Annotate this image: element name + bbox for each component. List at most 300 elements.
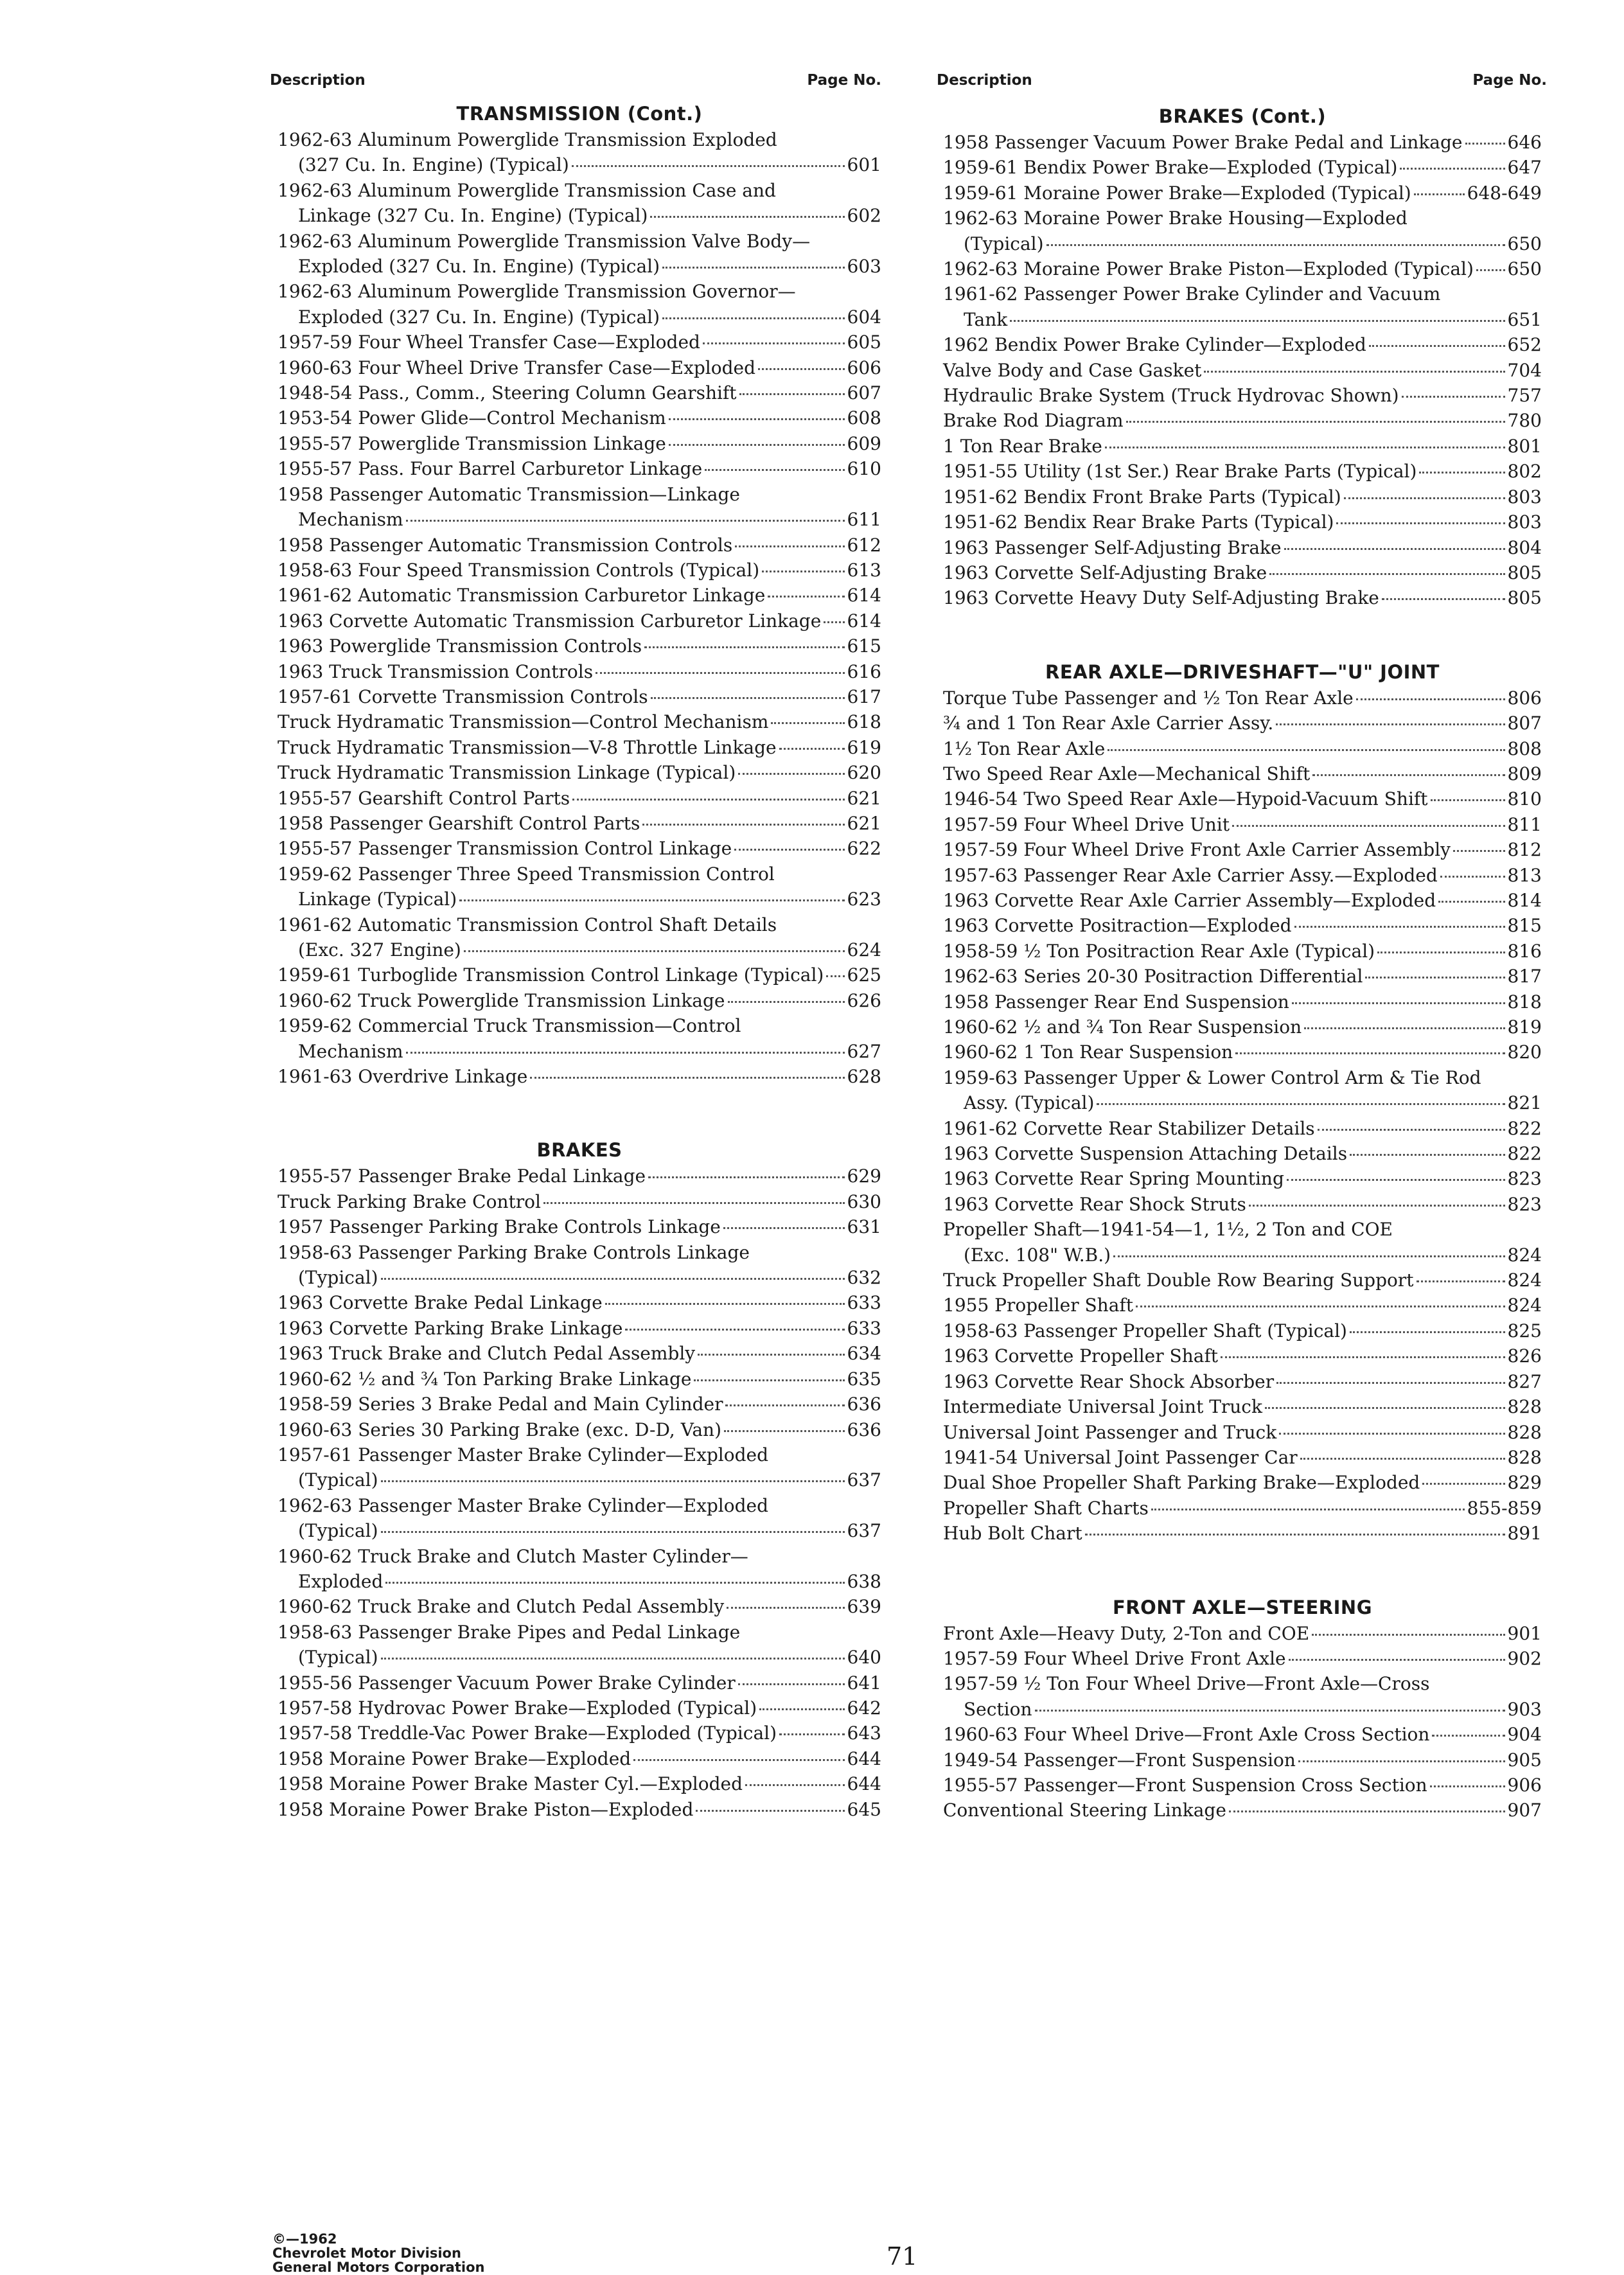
entry-description: 1963 Corvette Rear Axle Carrier Assembly—Exploded — [943, 889, 1436, 911]
section-entries — [278, 1164, 881, 1822]
section-title-transmission-cont: TRANSMISSION (Cont.) — [456, 103, 703, 125]
dot-leader — [1292, 1002, 1505, 1004]
dot-leader — [758, 368, 845, 370]
dot-leader — [1350, 1331, 1505, 1333]
entry-description: 1949-54 Passenger—Front Suspension — [943, 1749, 1296, 1771]
entry-description: 1953-54 Power Glide—Control Mechanism — [278, 407, 666, 429]
entry-page-number: 824 — [1507, 1295, 1542, 1316]
entry-page-number: 617 — [847, 686, 881, 707]
index-entry — [278, 178, 881, 229]
entry-description: 1958 Moraine Power Brake—Exploded — [278, 1748, 631, 1769]
entry-description: 1957-59 Four Wheel Transfer Case—Exploded — [278, 332, 700, 353]
entry-page-number: 641 — [847, 1672, 881, 1694]
dot-leader — [650, 216, 844, 218]
entry-page-number: 803 — [1507, 486, 1542, 508]
entry-page-number: 610 — [847, 458, 881, 480]
entry-description: (Typical) — [298, 1267, 378, 1289]
entry-description: 1955-57 Gearshift Control Parts — [278, 787, 570, 809]
index-entry — [278, 1442, 881, 1493]
entry-description: ¾ and 1 Ton Rear Axle Carrier Assy. — [943, 713, 1274, 734]
dot-leader — [745, 1784, 845, 1786]
index-entry — [943, 484, 1542, 509]
entry-page-number: 614 — [847, 610, 881, 632]
index-entry — [278, 431, 881, 456]
index-entry — [278, 1620, 881, 1670]
entry-description: 1957-58 Treddle-Vac Power Brake—Exploded (Typical) — [278, 1722, 777, 1744]
entry-description: 1961-62 Automatic Transmission Carburetor Linkage — [278, 585, 766, 606]
index-entry — [943, 1621, 1542, 1646]
entry-description: 1955-57 Passenger—Front Suspension Cross Section — [943, 1774, 1427, 1796]
index-entry — [278, 279, 881, 330]
entry-page-number: 807 — [1507, 713, 1542, 734]
entry-description: Exploded — [298, 1570, 384, 1592]
entry-description: (Typical) — [298, 1647, 378, 1669]
entry-page-number: 620 — [847, 762, 881, 784]
entry-description: 1963 Corvette Heavy Duty Self-Adjusting Brake — [943, 587, 1379, 609]
entry-description: 1959-62 Passenger Three Speed Transmission Control — [278, 863, 775, 885]
dot-leader — [1298, 1760, 1505, 1762]
entry-description: 1958-59 Series 3 Brake Pedal and Main Cylinder — [278, 1394, 723, 1415]
dot-leader — [662, 267, 845, 269]
index-entry — [943, 761, 1542, 786]
page-number: 71 — [887, 2242, 918, 2271]
index-entry — [943, 1268, 1542, 1293]
entry-page-number: 636 — [847, 1419, 881, 1440]
entry-page-number: 902 — [1507, 1647, 1542, 1669]
entry-description: 1962-63 Aluminum Powerglide Transmission Exploded — [278, 129, 777, 150]
index-entry — [943, 1773, 1542, 1798]
dot-leader — [824, 621, 844, 623]
entry-description: 1957-58 Hydrovac Power Brake—Exploded (Typical) — [278, 1697, 757, 1719]
dot-leader — [669, 418, 845, 420]
entry-page-number: 827 — [1507, 1370, 1542, 1392]
dot-leader — [1235, 1052, 1505, 1054]
entry-page-number: 905 — [1507, 1749, 1542, 1771]
entry-page-number: 629 — [847, 1165, 881, 1187]
index-entry — [943, 535, 1542, 560]
entry-page-number: 828 — [1507, 1421, 1542, 1443]
entry-description: 1951-55 Utility (1st Ser.) Rear Brake Parts (Typical) — [943, 461, 1417, 482]
entry-page-number: 636 — [847, 1394, 881, 1415]
dot-leader — [385, 1582, 844, 1584]
entry-page-number: 651 — [1507, 308, 1542, 330]
entry-page-number: 608 — [847, 407, 881, 429]
entry-description: 1962 Bendix Power Brake Cylinder—Exploded — [943, 334, 1366, 356]
index-entry — [943, 130, 1542, 155]
dot-leader — [725, 1404, 844, 1406]
dot-leader — [826, 975, 844, 977]
entry-page-number: 637 — [847, 1520, 881, 1542]
index-entry — [278, 355, 881, 380]
index-entry — [278, 583, 881, 608]
index-entry — [943, 358, 1542, 383]
entry-page-number: 633 — [847, 1292, 881, 1314]
dot-leader — [779, 748, 845, 750]
dot-leader — [1010, 320, 1505, 322]
entry-description: Hub Bolt Chart — [943, 1523, 1082, 1545]
index-entry — [943, 1192, 1542, 1217]
index-entry — [943, 1470, 1542, 1495]
index-entry — [278, 1594, 881, 1619]
dot-leader — [644, 646, 844, 648]
dot-leader — [735, 545, 844, 547]
index-entry — [943, 256, 1542, 281]
entry-page-number: 805 — [1507, 562, 1542, 583]
index-entry — [278, 127, 881, 178]
entry-description: 1960-62 ½ and ¾ Ton Rear Suspension — [943, 1016, 1302, 1038]
index-entry — [943, 1798, 1542, 1823]
entry-description: 1963 Passenger Self-Adjusting Brake — [943, 536, 1282, 558]
section-title-brakes-cont: BRAKES (Cont.) — [1158, 105, 1327, 127]
entry-page-number: 607 — [847, 382, 881, 404]
entry-description: Brake Rod Diagram — [943, 410, 1124, 432]
dot-leader — [1344, 497, 1505, 499]
index-entry — [278, 760, 881, 785]
entry-page-number: 824 — [1507, 1270, 1542, 1291]
index-entry — [943, 1293, 1542, 1318]
dot-leader — [734, 849, 844, 851]
entry-page-number: 903 — [1507, 1698, 1542, 1720]
entry-description: 1963 Corvette Automatic Transmission Carburetor Linkage — [278, 610, 822, 632]
entry-description: (Typical) — [298, 1469, 378, 1491]
left-column-header — [270, 72, 881, 98]
index-entry — [278, 633, 881, 659]
entry-description: 1957-59 ½ Ton Four Wheel Drive—Front Axle—Cross — [943, 1673, 1430, 1695]
entry-page-number: 603 — [847, 256, 881, 278]
dot-leader — [1113, 1255, 1505, 1257]
index-entry — [278, 1670, 881, 1695]
dot-leader — [543, 1202, 845, 1204]
entry-description: 1961-62 Automatic Transmission Control Shaft Details — [278, 914, 777, 935]
entry-page-number: 650 — [1507, 258, 1542, 280]
entry-page-number: 829 — [1507, 1472, 1542, 1494]
dot-leader — [1276, 1382, 1505, 1384]
entry-page-number: 621 — [847, 787, 881, 809]
index-entry — [278, 1189, 881, 1214]
entry-description: 1963 Corvette Self-Adjusting Brake — [943, 562, 1267, 583]
index-entry — [278, 962, 881, 987]
dot-leader — [1249, 1205, 1505, 1207]
dot-leader — [771, 722, 844, 724]
entry-description: 1955-57 Powerglide Transmission Linkage — [278, 432, 666, 454]
index-entry — [943, 711, 1542, 736]
index-entry — [943, 509, 1542, 535]
entry-page-number: 808 — [1507, 738, 1542, 759]
index-entry — [943, 383, 1542, 408]
entry-description: 1961-62 Corvette Rear Stabilizer Details — [943, 1117, 1315, 1139]
entry-page-number: 609 — [847, 432, 881, 454]
index-entry — [278, 1746, 881, 1771]
dot-leader — [1105, 447, 1505, 448]
entry-page-number: 640 — [847, 1647, 881, 1669]
index-entry — [278, 786, 881, 811]
dot-leader — [642, 824, 844, 826]
entry-page-number: 618 — [847, 711, 881, 733]
index-entry — [278, 988, 881, 1013]
dot-leader — [1287, 1179, 1505, 1181]
dot-leader — [1269, 573, 1505, 575]
entry-page-number: 804 — [1507, 536, 1542, 558]
entry-page-number: 633 — [847, 1317, 881, 1339]
dot-leader — [698, 1354, 844, 1356]
entry-page-number: 823 — [1507, 1168, 1542, 1190]
dot-leader — [1085, 1534, 1505, 1536]
entry-description: Two Speed Rear Axle—Mechanical Shift — [943, 763, 1311, 784]
entry-description: Truck Propeller Shaft Double Row Bearing Support — [943, 1270, 1414, 1291]
entry-description: 1960-62 1 Ton Rear Suspension — [943, 1041, 1233, 1063]
dot-leader — [705, 469, 844, 471]
entry-page-number: 811 — [1507, 813, 1542, 835]
index-entry — [278, 1064, 881, 1089]
index-entry — [278, 1417, 881, 1442]
entry-description: Linkage (Typical) — [298, 889, 457, 910]
dot-leader — [1097, 1103, 1505, 1105]
entry-page-number: 801 — [1507, 435, 1542, 457]
entry-description: 1948-54 Pass., Comm., Steering Column Gearshift — [278, 382, 737, 404]
dot-leader — [762, 571, 844, 572]
dot-leader — [1126, 421, 1505, 423]
entry-description: 1958-59 ½ Ton Positraction Rear Axle (Typical) — [943, 940, 1375, 962]
index-entry — [278, 1771, 881, 1796]
dot-leader — [1438, 901, 1505, 903]
entry-page-number: 821 — [1507, 1092, 1542, 1114]
entry-page-number: 780 — [1507, 410, 1542, 432]
entry-description: 1962-63 Passenger Master Brake Cylinder—Exploded — [278, 1494, 769, 1516]
entry-description: 1960-63 Series 30 Parking Brake (exc. D-D, Van) — [278, 1419, 721, 1440]
dot-leader — [1336, 522, 1505, 524]
index-entry — [943, 1521, 1542, 1546]
entry-description: 1963 Corvette Propeller Shaft — [943, 1345, 1219, 1367]
entry-page-number: 820 — [1507, 1041, 1542, 1063]
entry-page-number: 619 — [847, 736, 881, 758]
entry-description: 1958-63 Passenger Parking Brake Controls Linkage — [278, 1241, 750, 1263]
index-entry — [278, 1164, 881, 1189]
dot-leader — [662, 317, 845, 319]
entry-description: 1957-61 Passenger Master Brake Cylinder—Exploded — [278, 1444, 769, 1465]
entry-description: Section — [964, 1698, 1032, 1720]
entry-page-number: 632 — [847, 1267, 881, 1289]
division-line: Chevrolet Motor Division — [272, 2245, 461, 2261]
index-entry — [943, 837, 1542, 862]
entry-page-number: 622 — [847, 838, 881, 860]
dot-leader — [1312, 774, 1505, 776]
dot-leader — [696, 1810, 844, 1812]
page-no-heading: Page No. — [1472, 72, 1547, 89]
entry-description: Mechanism — [298, 509, 403, 531]
index-entry — [278, 811, 881, 836]
entry-description: 1963 Corvette Parking Brake Linkage — [278, 1317, 623, 1339]
index-entry — [278, 1367, 881, 1392]
dot-leader — [1284, 548, 1505, 550]
entry-page-number: 822 — [1507, 1117, 1542, 1139]
entry-page-number: 819 — [1507, 1016, 1542, 1038]
entry-description: 1955-57 Pass. Four Barrel Carburetor Linkage — [278, 458, 703, 480]
dot-leader — [1108, 749, 1505, 751]
entry-page-number: 906 — [1507, 1774, 1542, 1796]
dot-leader — [406, 1052, 845, 1054]
entry-description: 1955-56 Passenger Vacuum Power Brake Cylinder — [278, 1672, 736, 1694]
entry-description: 1963 Corvette Suspension Attaching Details — [943, 1143, 1348, 1165]
index-entry — [943, 332, 1542, 357]
entry-description: 1958 Passenger Vacuum Power Brake Pedal and Linkage — [943, 132, 1463, 153]
entry-description: 1960-62 Truck Brake and Clutch Master Cylinder— — [278, 1545, 748, 1567]
index-entry — [943, 1722, 1542, 1747]
entry-description: (327 Cu. In. Engine) (Typical) — [298, 154, 569, 176]
index-entry — [943, 1116, 1542, 1141]
dot-leader — [1136, 1306, 1505, 1307]
entry-description: 1959-61 Turboglide Transmission Control Linkage (Typical) — [278, 964, 824, 986]
entry-page-number: 605 — [847, 332, 881, 353]
dot-leader — [1279, 1433, 1505, 1435]
entry-description: 1959-63 Passenger Upper & Lower Control Arm & Tie Rod — [943, 1067, 1481, 1088]
entry-description: 1962-63 Moraine Power Brake Piston—Exploded (Typical) — [943, 258, 1474, 280]
dot-leader — [1356, 698, 1505, 700]
dot-leader — [596, 672, 844, 674]
entry-page-number: 757 — [1507, 385, 1542, 407]
entry-description: Tank — [964, 308, 1008, 330]
index-entry — [943, 1445, 1542, 1470]
entry-description: 1958-63 Passenger Brake Pipes and Pedal Linkage — [278, 1621, 741, 1643]
entry-description: Truck Parking Brake Control — [278, 1191, 541, 1212]
dot-leader — [1312, 1634, 1505, 1636]
dot-leader — [651, 697, 845, 699]
entry-page-number: 645 — [847, 1798, 881, 1820]
index-entry — [278, 862, 881, 912]
entry-page-number: 813 — [1507, 864, 1542, 886]
entry-description: 1941-54 Universal Joint Passenger Car — [943, 1446, 1298, 1468]
entry-description: 1962-63 Aluminum Powerglide Transmission Governor— — [278, 281, 796, 303]
entry-description: 1957-59 Four Wheel Drive Front Axle — [943, 1647, 1286, 1669]
index-entry — [278, 836, 881, 861]
entry-description: 1958 Moraine Power Brake Piston—Exploded — [278, 1798, 694, 1820]
entry-page-number: 704 — [1507, 359, 1542, 381]
entry-description: 1962-63 Aluminum Powerglide Transmission Case and — [278, 179, 776, 201]
entry-page-number: 606 — [847, 357, 881, 378]
entry-description: 1957-59 Four Wheel Drive Unit — [943, 813, 1230, 835]
entry-page-number: 627 — [847, 1040, 881, 1062]
index-entry — [943, 989, 1542, 1014]
section-title-front-axle: FRONT AXLE—STEERING — [1112, 1596, 1373, 1618]
index-entry — [278, 709, 881, 734]
description-heading: Description — [270, 72, 366, 89]
dot-leader — [1465, 143, 1505, 145]
entry-description: Truck Hydramatic Transmission—Control Mechanism — [278, 711, 769, 733]
entry-page-number: 631 — [847, 1216, 881, 1238]
dot-leader — [1229, 1810, 1505, 1812]
entry-description: 1955-57 Passenger Brake Pedal Linkage — [278, 1165, 646, 1187]
entry-page-number: 824 — [1507, 1244, 1542, 1266]
dot-leader — [694, 1379, 844, 1381]
entry-page-number: 644 — [847, 1773, 881, 1795]
entry-description: 1963 Truck Brake and Clutch Pedal Assembly — [278, 1343, 696, 1365]
entry-description: 1963 Corvette Brake Pedal Linkage — [278, 1292, 603, 1314]
right-column-header — [937, 72, 1547, 98]
index-entry — [278, 1290, 881, 1315]
description-heading: Description — [937, 72, 1032, 89]
entry-description: Dual Shoe Propeller Shaft Parking Brake—Exploded — [943, 1472, 1420, 1494]
index-entry — [943, 1040, 1542, 1065]
index-entry — [278, 1341, 881, 1366]
dot-leader — [739, 393, 845, 395]
entry-page-number: 626 — [847, 989, 881, 1011]
dot-leader — [1440, 876, 1505, 878]
section-title-brakes: BRAKES — [536, 1139, 622, 1162]
index-entry — [278, 1316, 881, 1341]
index-entry — [943, 1646, 1542, 1671]
dot-leader — [381, 1278, 845, 1280]
entry-description: 1962-63 Moraine Power Brake Housing—Exploded — [943, 208, 1408, 229]
entry-page-number: 812 — [1507, 839, 1542, 861]
index-entry — [943, 1014, 1542, 1040]
dot-leader — [738, 773, 844, 775]
entry-description: 1951-62 Bendix Front Brake Parts (Typical) — [943, 486, 1341, 508]
entry-description: 1958 Passenger Automatic Transmission—Linkage — [278, 483, 740, 505]
entry-page-number: 634 — [847, 1343, 881, 1365]
dot-leader — [1300, 1458, 1505, 1460]
index-entry — [943, 281, 1542, 332]
entry-description: Linkage (327 Cu. In. Engine) (Typical) — [298, 205, 648, 227]
entry-page-number: 613 — [847, 559, 881, 581]
entry-page-number: 624 — [847, 939, 881, 960]
entry-description: Conventional Steering Linkage — [943, 1800, 1226, 1821]
entry-page-number: 816 — [1507, 940, 1542, 962]
index-entry — [943, 1318, 1542, 1343]
entry-page-number: 612 — [847, 534, 881, 556]
index-entry — [278, 1493, 881, 1544]
index-entry — [278, 912, 881, 963]
dot-leader — [1430, 1785, 1505, 1787]
entry-description: 1958-63 Four Speed Transmission Controls (Typical) — [278, 559, 760, 581]
entry-page-number: 650 — [1507, 233, 1542, 254]
entry-page-number: 648-649 — [1467, 182, 1542, 204]
index-entry — [943, 1748, 1542, 1773]
entry-description: 1963 Powerglide Transmission Controls — [278, 635, 642, 657]
dot-leader — [464, 950, 845, 952]
index-entry — [278, 330, 881, 355]
dot-leader — [648, 1176, 844, 1178]
dot-leader — [1377, 952, 1505, 953]
entry-page-number: 611 — [847, 509, 881, 531]
index-entry — [278, 558, 881, 583]
entry-page-number: 818 — [1507, 991, 1542, 1013]
entry-page-number: 630 — [847, 1191, 881, 1212]
page-no-heading: Page No. — [807, 72, 881, 89]
index-entry — [943, 888, 1542, 913]
entry-description: 1958-63 Passenger Propeller Shaft (Typical) — [943, 1320, 1347, 1341]
index-entry — [943, 686, 1542, 711]
dot-leader — [728, 1001, 845, 1003]
entry-page-number: 642 — [847, 1697, 881, 1719]
entry-description: Exploded (327 Cu. In. Engine) (Typical) — [298, 256, 660, 278]
entry-description: Propeller Shaft Charts — [943, 1497, 1149, 1519]
dot-leader — [779, 1733, 845, 1735]
entry-page-number: 904 — [1507, 1724, 1542, 1746]
entry-description: 1957-61 Corvette Transmission Controls — [278, 686, 648, 707]
entry-description: 1959-61 Moraine Power Brake—Exploded (Typical) — [943, 182, 1411, 204]
entry-page-number: 828 — [1507, 1446, 1542, 1468]
entry-description: 1963 Corvette Rear Shock Struts — [943, 1193, 1246, 1215]
dot-leader — [1432, 1735, 1505, 1737]
entry-page-number: 826 — [1507, 1345, 1542, 1367]
entry-description: (Typical) — [964, 233, 1044, 254]
entry-page-number: 647 — [1507, 157, 1542, 179]
entry-description: Valve Body and Case Gasket — [943, 359, 1202, 381]
index-entry — [278, 1214, 881, 1239]
dot-leader — [1419, 472, 1505, 474]
section-title-rear-axle: REAR AXLE—DRIVESHAFT—"U" JOINT — [1045, 660, 1440, 683]
index-entry — [943, 1217, 1542, 1268]
dot-leader — [1276, 723, 1505, 725]
